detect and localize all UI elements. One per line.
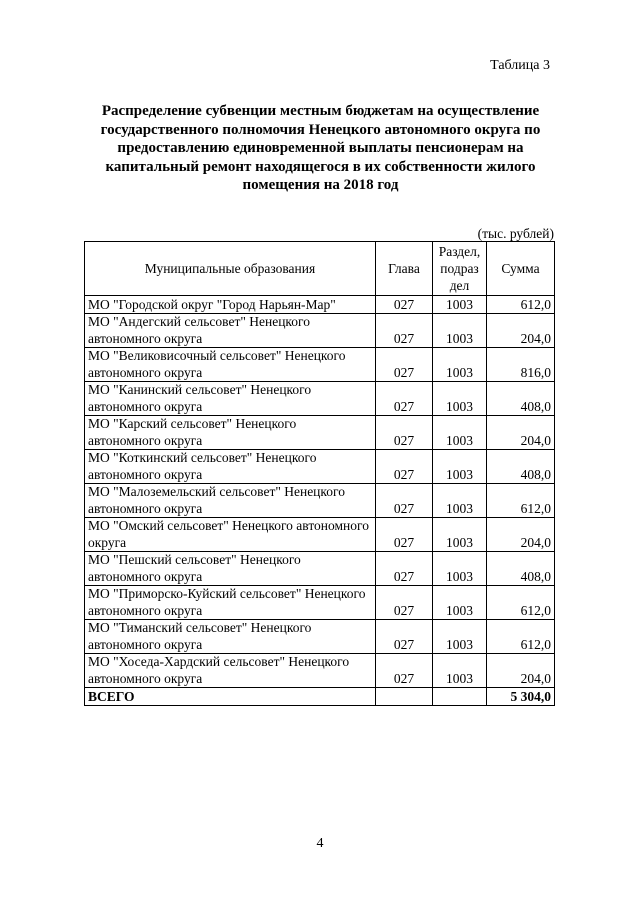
row-name: МО "Карский сельсовет" Ненецкого автономного округа [85,416,376,450]
row-summa: 408,0 [487,382,555,416]
table-row [85,484,555,518]
table-total-row [85,688,555,706]
row-summa: 204,0 [487,416,555,450]
row-name: МО "Городской округ "Город Нарьян-Мар" [85,296,376,314]
table-row [85,450,555,484]
row-summa: 204,0 [487,518,555,552]
subsidy-table [84,241,555,706]
row-name: МО "Тиманский сельсовет" Ненецкого автономного округа [85,620,376,654]
row-razdel: 1003 [433,314,487,348]
row-razdel: 1003 [433,586,487,620]
row-summa: 612,0 [487,586,555,620]
total-summa: 5 304,0 [487,688,555,706]
row-razdel: 1003 [433,654,487,688]
row-razdel: 1003 [433,484,487,518]
row-summa: 204,0 [487,654,555,688]
header-municipalities: Муниципальные образования [85,242,376,296]
units-label: (тыс. рублей) [477,226,554,241]
row-razdel: 1003 [433,450,487,484]
table-row [85,552,555,586]
row-glava: 027 [376,348,433,382]
row-name: МО "Великовисочный сельсовет" Ненецкого автономного округа [85,348,376,382]
table-row [85,518,555,552]
row-razdel: 1003 [433,382,487,416]
page-number: 4 [316,836,324,851]
row-razdel: 1003 [433,348,487,382]
header-summa: Сумма [487,242,555,296]
row-name: МО "Пешский сельсовет" Ненецкого автономного округа [85,552,376,586]
row-glava: 027 [376,382,433,416]
row-glava: 027 [376,620,433,654]
header-glava: Глава [376,242,433,296]
total-label: ВСЕГО [85,688,376,706]
table-row [85,586,555,620]
row-name: МО "Приморско-Куйский сельсовет" Ненецкого автономного округа [85,586,376,620]
row-razdel: 1003 [433,552,487,586]
table-row [85,382,555,416]
table-row [85,416,555,450]
table-row [85,296,555,314]
table-label: Таблица 3 [490,58,550,73]
table-header-row [85,242,555,296]
header-razdel: Раздел, подраз дел [433,242,487,296]
row-summa: 816,0 [487,348,555,382]
row-glava: 027 [376,450,433,484]
row-razdel: 1003 [433,620,487,654]
row-name: МО "Хоседа-Хардский сельсовет" Ненецкого автономного округа [85,654,376,688]
row-summa: 204,0 [487,314,555,348]
row-summa: 612,0 [487,296,555,314]
table-row [85,348,555,382]
row-glava: 027 [376,654,433,688]
row-name: МО "Малоземельский сельсовет" Ненецкого автономного округа [85,484,376,518]
row-glava: 027 [376,518,433,552]
row-summa: 408,0 [487,552,555,586]
row-glava: 027 [376,484,433,518]
row-summa: 612,0 [487,620,555,654]
row-name: МО "Коткинский сельсовет" Ненецкого автономного округа [85,450,376,484]
total-razdel-empty [433,688,487,706]
row-glava: 027 [376,314,433,348]
table-row [85,620,555,654]
row-glava: 027 [376,552,433,586]
row-razdel: 1003 [433,518,487,552]
row-name: МО "Канинский сельсовет" Ненецкого автономного округа [85,382,376,416]
total-glava-empty [376,688,433,706]
row-summa: 408,0 [487,450,555,484]
row-name: МО "Омский сельсовет" Ненецкого автономного округа [85,518,376,552]
row-glava: 027 [376,586,433,620]
row-razdel: 1003 [433,416,487,450]
row-glava: 027 [376,416,433,450]
document-title: Распределение субвенции местным бюджетам на осуществление государственного полномочия Ненецкого автономного округа по предоставлению единовременной выплаты пенсионерам на капитальный ремонт находящегося в их собственности жилого помещения на 2018 год [100,103,541,193]
table-row [85,654,555,688]
row-summa: 612,0 [487,484,555,518]
row-name: МО "Андегский сельсовет" Ненецкого автономного округа [85,314,376,348]
row-glava: 027 [376,296,433,314]
table-row [85,314,555,348]
row-razdel: 1003 [433,296,487,314]
